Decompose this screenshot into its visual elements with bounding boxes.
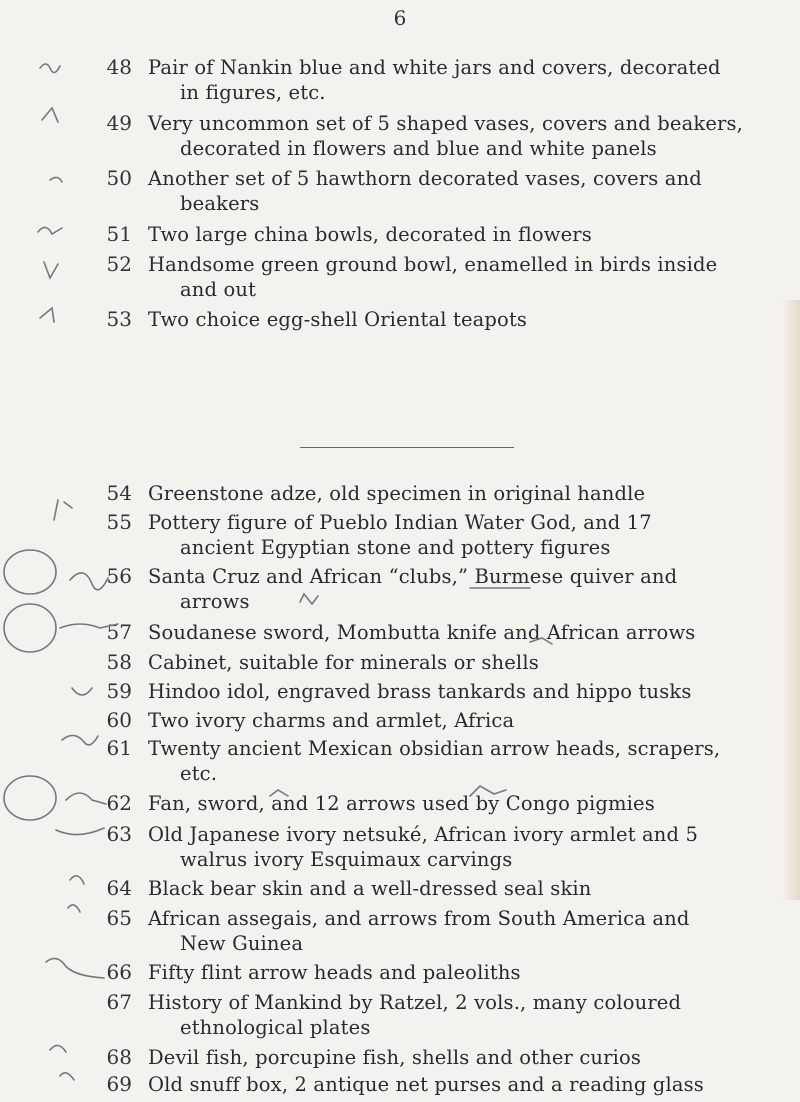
lot-description: Handsome green ground bowl, enamelled in birds inside and out <box>148 253 718 301</box>
lot-description: Fan, sword, and 12 arrows used by Congo pigmies <box>148 792 655 815</box>
lot-description: Twenty ancient Mexican obsidian arrow heads, scrapers, etc. <box>148 737 721 785</box>
lot-number: 69 <box>106 1072 132 1096</box>
lot-description: Black bear skin and a well-dressed seal skin <box>148 877 592 900</box>
lot-number: 57 <box>106 620 132 644</box>
lot-number: 67 <box>106 990 132 1014</box>
lot-description: History of Mankind by Ratzel, 2 vols., many coloured ethnological plates <box>148 991 682 1039</box>
lot-number: 64 <box>106 876 132 900</box>
lot-description: Very uncommon set of 5 shaped vases, covers and beakers, decorated in flowers and blue and white panels <box>148 112 743 160</box>
lot-description: Fifty flint arrow heads and paleoliths <box>148 961 521 984</box>
lot-number: 55 <box>106 510 132 534</box>
lot-number: 59 <box>106 679 132 703</box>
lot-description: Two large china bowls, decorated in flowers <box>148 223 592 246</box>
lot-number: 51 <box>106 222 132 246</box>
lot-description: Two choice egg-shell Oriental teapots <box>148 308 528 331</box>
page-number: 6 <box>393 6 407 30</box>
lot-number: 60 <box>106 708 132 732</box>
lot-description: Pottery figure of Pueblo Indian Water God, and 17 ancient Egyptian stone and pottery figures <box>148 511 652 559</box>
lot-description: Old snuff box, 2 antique net purses and a reading glass <box>148 1073 704 1096</box>
page-edge-stain <box>782 300 800 900</box>
lot-number: 63 <box>106 822 132 846</box>
lot-number: 68 <box>106 1045 132 1069</box>
lot-number: 56 <box>106 564 132 588</box>
lot-number: 66 <box>106 960 132 984</box>
lot-description: Cabinet, suitable for minerals or shells <box>148 651 539 674</box>
lot-description: Another set of 5 hawthorn decorated vases, covers and beakers <box>148 167 702 215</box>
lot-description: Old Japanese ivory netsuké, African ivory armlet and 5 walrus ivory Esquimaux carvings <box>148 823 699 871</box>
lot-description: Hindoo idol, engraved brass tankards and hippo tusks <box>148 680 692 703</box>
lot-number: 48 <box>106 55 132 79</box>
lot-description: Devil fish, porcupine fish, shells and other curios <box>148 1046 642 1069</box>
lot-number: 50 <box>106 166 132 190</box>
lot-number: 54 <box>106 481 132 505</box>
lot-number: 53 <box>106 307 132 331</box>
lot-number: 49 <box>106 111 132 135</box>
section-divider <box>300 447 514 448</box>
lot-description: Pair of Nankin blue and white jars and covers, decorated in figures, etc. <box>148 56 721 104</box>
lot-description: Soudanese sword, Mombutta knife and African arrows <box>148 621 696 644</box>
lot-description: Greenstone adze, old specimen in original handle <box>148 482 646 505</box>
lot-number: 58 <box>106 650 132 674</box>
lot-number: 61 <box>106 736 132 760</box>
lot-number: 62 <box>106 791 132 815</box>
lot-number: 65 <box>106 906 132 930</box>
lot-description: African assegais, and arrows from South America and New Guinea <box>148 907 690 955</box>
lot-description: Two ivory charms and armlet, Africa <box>148 709 515 732</box>
lot-number: 52 <box>106 252 132 276</box>
lot-description: Santa Cruz and African “clubs,” Burmese quiver and arrows <box>148 565 678 613</box>
